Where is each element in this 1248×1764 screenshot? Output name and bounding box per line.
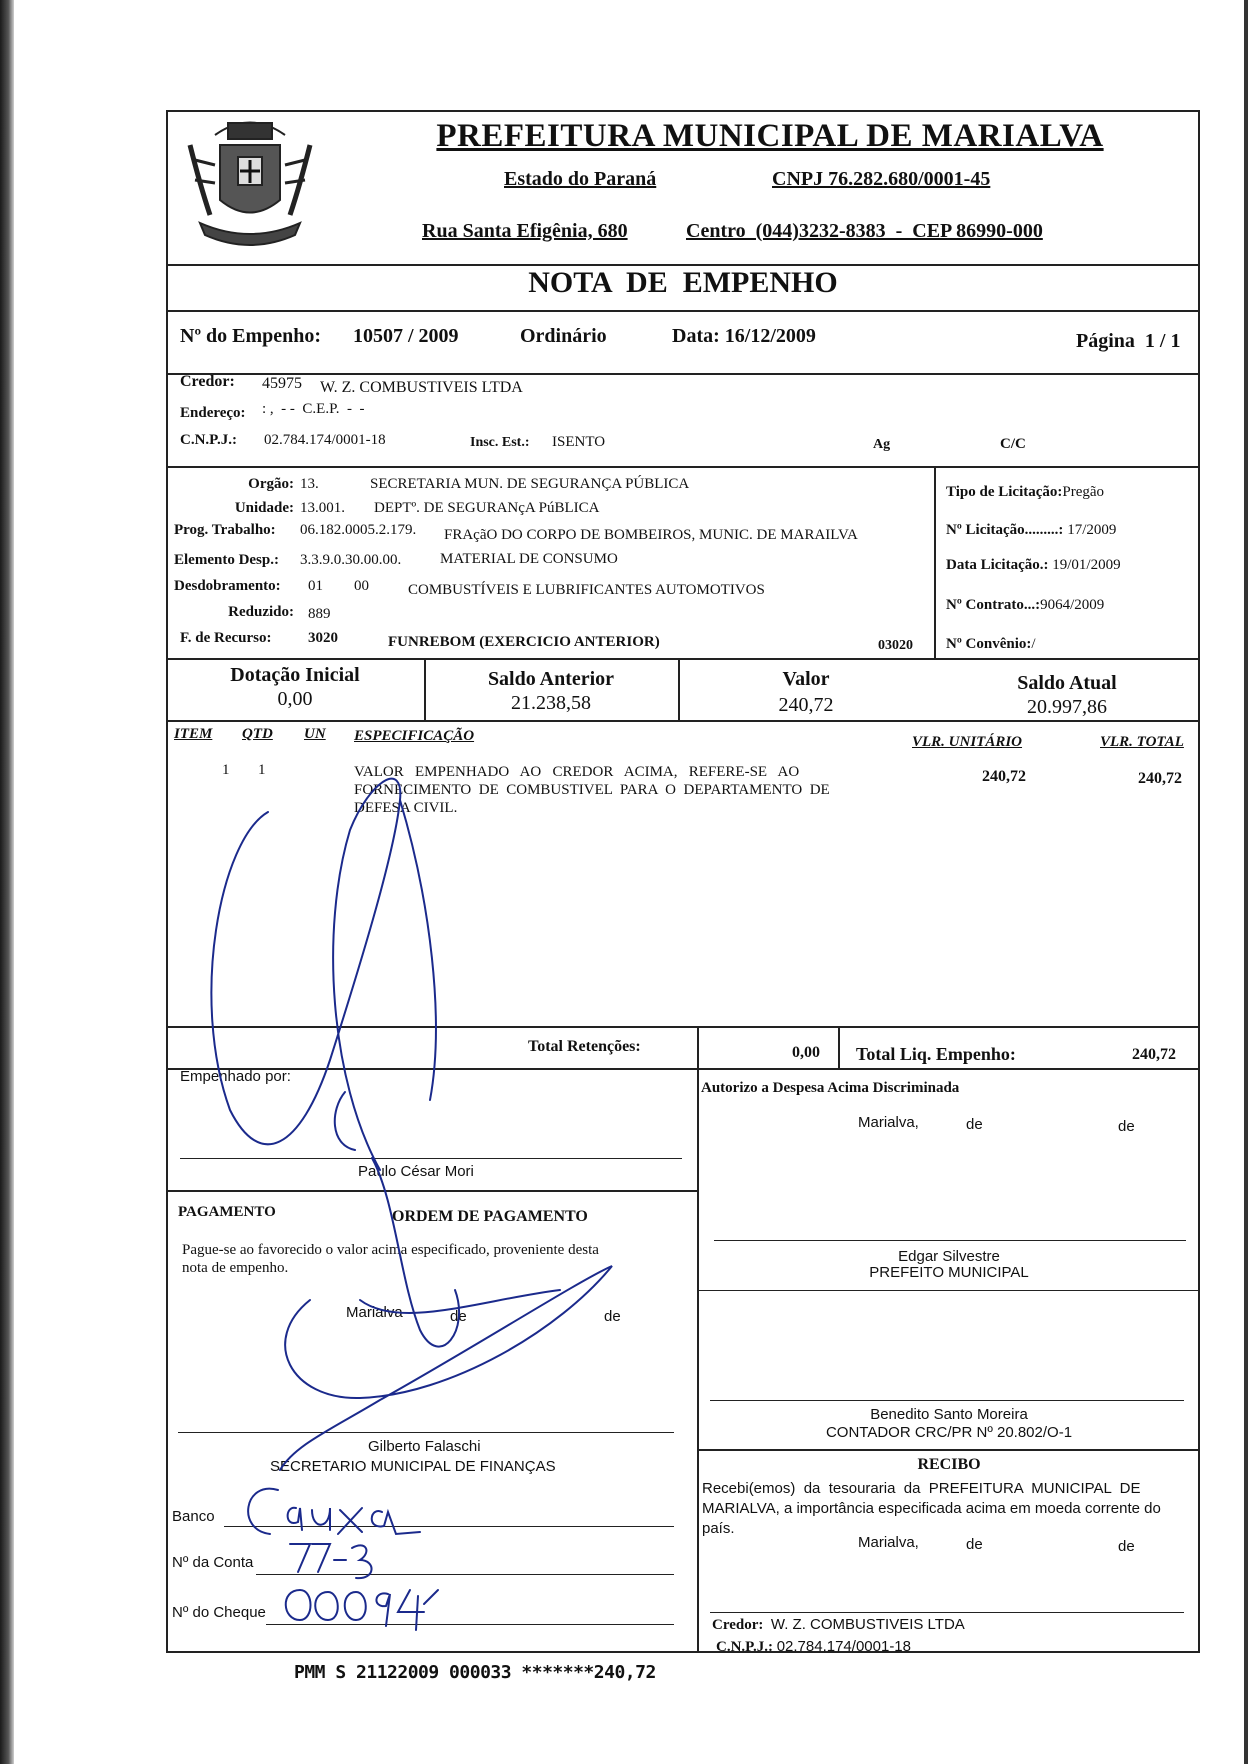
insc-label: Insc. Est.:	[470, 435, 530, 450]
pagamento-de-2: de	[604, 1308, 621, 1325]
recibo-credor	[712, 1616, 965, 1634]
tipo-licitacao-value: Pregão	[1062, 484, 1105, 500]
unidade-label: Unidade:	[234, 500, 294, 516]
prog-trabalho-name: FRAçãO DO CORPO DE BOMBEIROS, MUNIC. DE MARAILVA	[444, 527, 858, 543]
numero-licitacao-value: 17/2009	[1067, 522, 1117, 538]
col-header-vlr-total: VLR. TOTAL	[1100, 734, 1184, 750]
valor-label: Valor	[782, 668, 830, 690]
contrato-value: 9064/2009	[1040, 597, 1105, 613]
municipal-coat-of-arms	[180, 105, 320, 255]
prog-trabalho-label: Prog. Trabalho:	[174, 522, 276, 538]
empenho-type: Ordinário	[520, 325, 607, 347]
document-header-title: PREFEITURA MUNICIPAL DE MARIALVA	[436, 118, 1104, 154]
autorizo-de-1: de	[966, 1116, 983, 1133]
agencia-label: Ag	[873, 437, 891, 452]
prefeito-name: Edgar Silvestre	[898, 1248, 1000, 1265]
elemento-label: Elemento Desp.:	[174, 552, 279, 568]
contrato-label: Nº Contrato...:	[946, 597, 1041, 613]
valor-value: 240,72	[778, 694, 834, 716]
tipo-licitacao-label: Tipo de Licitação:	[946, 484, 1063, 500]
orgao-label: Orgão:	[248, 476, 294, 492]
empenho-date: Data: 16/12/2009	[672, 325, 816, 347]
recibo-credor-value: W. Z. COMBUSTIVEIS LTDA	[770, 1616, 965, 1633]
numero-licitacao	[946, 522, 1116, 539]
reduzido-value: 889	[308, 606, 331, 622]
insc-value: ISENTO	[552, 434, 606, 450]
saldo-atual-label: Saldo Atual	[1017, 672, 1117, 694]
secretario-name: Gilberto Falaschi	[368, 1438, 481, 1455]
endereco-value: : , - - C.E.P. - -	[262, 401, 365, 417]
empenho-number-label: Nº do Empenho:	[180, 325, 322, 347]
saldo-anterior-label: Saldo Anterior	[487, 668, 615, 690]
contador-name: Benedito Santo Moreira	[870, 1406, 1028, 1423]
autorizo-title: Autorizo a Despesa Acima Discriminada	[701, 1080, 960, 1096]
cheque-label: Nº do Cheque	[172, 1604, 266, 1621]
data-licitacao-label: Data Licitação.:	[946, 557, 1049, 573]
item-number: 1	[222, 762, 230, 778]
col-header-especificacao: ESPECIFICAÇÃO	[354, 728, 475, 744]
liquido-value: 240,72	[1132, 1046, 1176, 1063]
col-header-vlr-unitario: VLR. UNITÁRIO	[912, 734, 1023, 750]
liquido-label: Total Liq. Empenho:	[856, 1044, 1016, 1064]
ordem-pagamento-title: ORDEM DE PAGAMENTO	[392, 1208, 588, 1225]
recurso-code: 3020	[308, 630, 338, 646]
recurso-name: FUNREBOM (EXERCICIO ANTERIOR)	[388, 634, 660, 650]
cnpj-header: CNPJ 76.282.680/0001-45	[772, 168, 991, 190]
data-licitacao-value: 19/01/2009	[1052, 557, 1121, 573]
pagamento-de-1: de	[450, 1308, 467, 1325]
item-total-value: 240,72	[1138, 770, 1182, 787]
orgao-code: 13.	[300, 476, 319, 492]
recurso-cod: 03020	[878, 638, 913, 653]
desdobramento-b: 00	[354, 578, 369, 594]
item-spec-line-2: FORNECIMENTO DE COMBUSTIVEL PARA O DEPARTAMENTO DE	[354, 782, 830, 798]
convenio-label: Nº Convênio:	[946, 636, 1032, 652]
item-unit-value: 240,72	[982, 768, 1026, 785]
desdobramento-a: 01	[308, 578, 323, 594]
document-type-title: NOTA DE EMPENHO	[528, 266, 838, 299]
pagamento-title: PAGAMENTO	[178, 1204, 276, 1220]
tipo-licitacao	[946, 484, 1104, 501]
orgao-name: SECRETARIA MUN. DE SEGURANÇA PÚBLICA	[370, 476, 690, 492]
data-licitacao	[946, 557, 1121, 574]
retencoes-label: Total Retenções:	[528, 1038, 641, 1055]
dotacao-inicial-value: 0,00	[277, 688, 313, 710]
scan-left-edge	[0, 0, 14, 1764]
address-contact: Centro (044)3232-8383 - CEP 86990-000	[686, 220, 1043, 242]
item-spec-line-1: VALOR EMPENHADO AO CREDOR ACIMA, REFERE-SE AO	[354, 764, 800, 780]
recibo-cnpj	[716, 1638, 911, 1656]
prog-trabalho-code: 06.182.0005.2.179.	[300, 522, 417, 538]
item-spec-line-3: DEFESA CIVIL.	[354, 800, 458, 816]
conta-corrente-label: C/C	[1000, 436, 1026, 452]
saldo-atual-value: 20.997,86	[1027, 696, 1107, 718]
prefeito-role: PREFEITO MUNICIPAL	[869, 1264, 1029, 1281]
desdobramento-name: COMBUSTÍVEIS E LUBRIFICANTES AUTOMOTIVOS	[408, 582, 765, 598]
pagamento-text-1: Pague-se ao favorecido o valor acima especificado, proveniente desta	[182, 1242, 599, 1258]
autorizo-place: Marialva,	[858, 1114, 919, 1131]
secretario-role: SECRETARIO MUNICIPAL DE FINANÇAS	[270, 1458, 556, 1475]
col-header-qtd: QTD	[242, 726, 273, 742]
state-name: Estado do Paraná	[504, 168, 657, 190]
empenhado-por-label: Empenhado por:	[180, 1068, 291, 1085]
convenio-value: /	[1031, 636, 1036, 652]
pagamento-place: Marialva	[346, 1304, 403, 1321]
recibo-cnpj-value: 02.784.174/0001-18	[776, 1638, 911, 1655]
col-header-un: UN	[304, 726, 326, 742]
saldo-anterior-value: 21.238,58	[511, 692, 591, 714]
item-qty: 1	[258, 762, 266, 778]
recibo-cnpj-label: C.N.P.J.:	[716, 1639, 773, 1655]
banco-label: Banco	[172, 1508, 215, 1525]
recibo-text-2: MARIALVA, a importância especificada acima em moeda corrente do	[702, 1500, 1161, 1517]
credor-code: 45975	[262, 375, 302, 392]
recibo-place: Marialva,	[858, 1534, 919, 1551]
recurso-label: F. de Recurso:	[180, 630, 272, 646]
contrato	[946, 597, 1104, 614]
recibo-title: RECIBO	[917, 1456, 981, 1473]
address-street: Rua Santa Efigênia, 680	[422, 220, 628, 242]
empenho-number: 10507 / 2009	[353, 325, 459, 347]
recibo-text-1: Recebi(emos) da tesouraria da PREFEITURA MUNICIPAL DE	[702, 1480, 1141, 1497]
page-number: Página 1 / 1	[1076, 330, 1181, 352]
contador-role: CONTADOR CRC/PR Nº 20.802/O-1	[825, 1424, 1073, 1441]
col-header-item: ITEM	[174, 726, 213, 742]
credor-cnpj: 02.784.174/0001-18	[264, 432, 386, 448]
recibo-de-1: de	[966, 1536, 983, 1553]
unidade-name: DEPTº. DE SEGURANçA PúBLICA	[374, 500, 600, 516]
cnpj-label: C.N.P.J.:	[180, 432, 237, 448]
credor-label: Credor:	[180, 373, 235, 390]
autorizo-de-2: de	[1118, 1118, 1135, 1135]
convenio	[946, 636, 1036, 653]
recibo-text-3: país.	[702, 1520, 735, 1537]
credor-name: W. Z. COMBUSTIVEIS LTDA	[320, 379, 523, 396]
elemento-name: MATERIAL DE CONSUMO	[440, 551, 618, 567]
empenhado-por-name: Paulo César Mori	[358, 1163, 474, 1180]
desdobramento-label: Desdobramento:	[174, 578, 281, 594]
unidade-code: 13.001.	[300, 500, 345, 516]
scan-right-edge	[1244, 0, 1248, 1764]
elemento-code: 3.3.9.0.30.00.00.	[300, 552, 402, 568]
endereco-label: Endereço:	[180, 405, 246, 421]
dotacao-inicial-label: Dotação Inicial	[230, 664, 360, 686]
recibo-credor-label: Credor:	[712, 1617, 764, 1633]
reduzido-label: Reduzido:	[228, 604, 294, 620]
recibo-de-2: de	[1118, 1538, 1135, 1555]
retencoes-value: 0,00	[792, 1044, 820, 1061]
bank-authentication-stamp: PMM S 21122009 000033 *******240,72	[294, 1662, 656, 1683]
pagamento-text-2: nota de empenho.	[182, 1260, 289, 1276]
numero-licitacao-label: Nº Licitação.........:	[946, 522, 1064, 538]
conta-label: Nº da Conta	[172, 1554, 254, 1571]
